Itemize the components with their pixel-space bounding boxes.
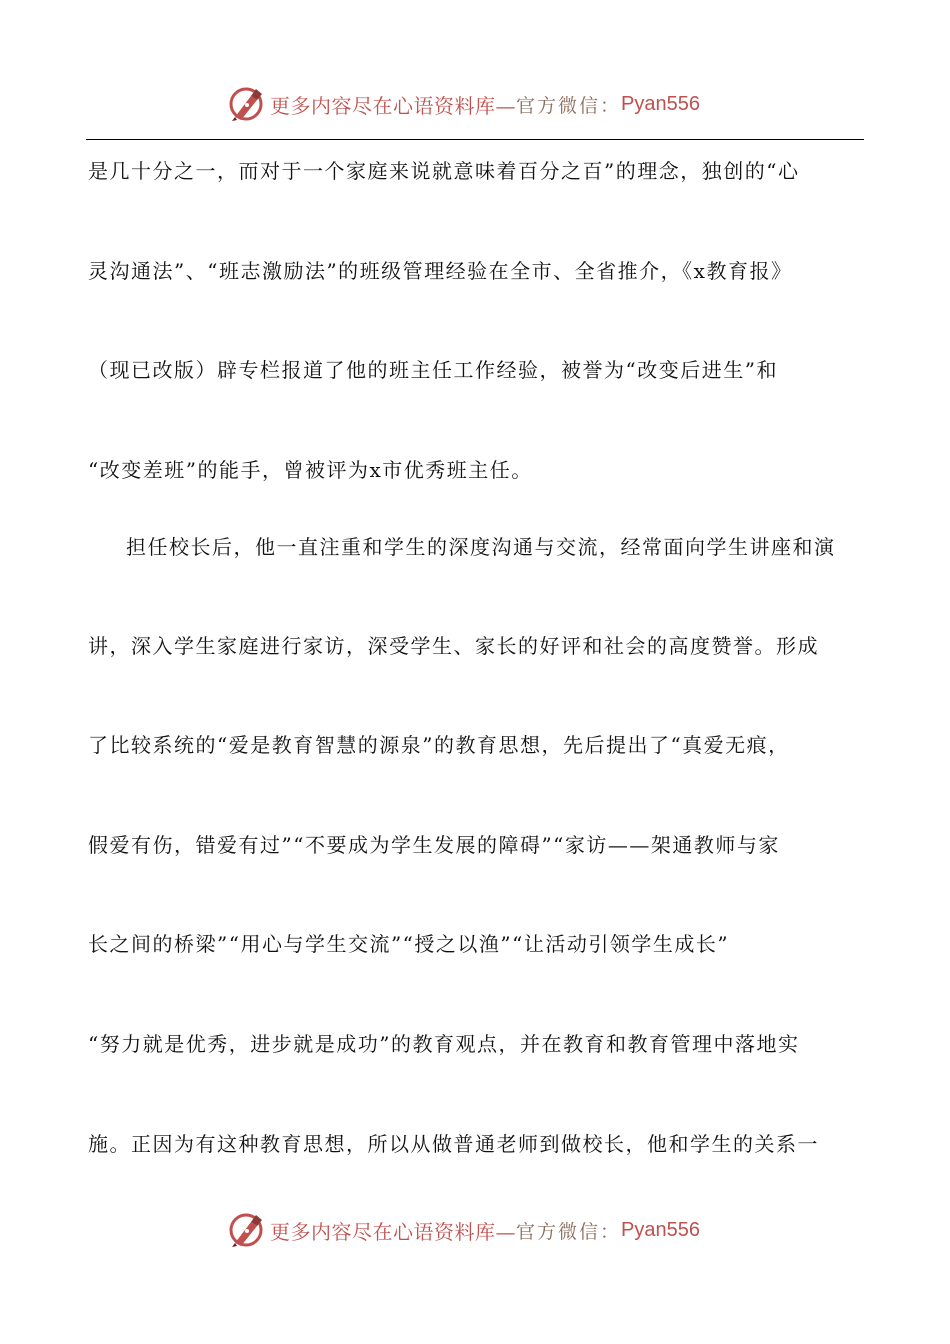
footer-banner — [226, 1210, 700, 1250]
header-divider — [86, 139, 864, 140]
body-line: 了比较系统的“爱是教育智慧的源泉”的教育思想，先后提出了“真爱无痕， — [88, 733, 790, 757]
header-wechat-id: Pyan556 — [621, 92, 700, 115]
header-banner — [226, 84, 700, 124]
footer-wechat-label: 官方微信： — [516, 1220, 622, 1243]
paragraph-first-line: 担任校长后，他一直注重和学生的深度沟通与交流，经常面向学生讲座和演 — [126, 535, 836, 559]
footer-promo-text: 更多内容尽在心语资料库— — [270, 1219, 516, 1244]
header-wechat-label: 官方微信： — [516, 94, 622, 117]
body-line: 长之间的桥梁”“用心与学生交流”“授之以渔”“让活动引领学生成长” — [88, 932, 730, 956]
body-line: 是几十分之一，而对于一个家庭来说就意味着百分之百”的理念，独创的“心 — [88, 159, 800, 183]
pen-nib-logo-icon — [226, 1210, 266, 1250]
body-line: “改变差班”的能手，曾被评为x市优秀班主任。 — [88, 458, 533, 482]
body-line: （现已改版）辟专栏报道了他的班主任工作经验，被誉为“改变后进生”和 — [88, 358, 778, 382]
body-line: “努力就是优秀，进步就是成功”的教育观点，并在教育和教育管理中落地实 — [88, 1032, 800, 1056]
body-line: 灵沟通法”、“班志激励法”的班级管理经验在全市、全省推介，《x教育报》 — [88, 259, 793, 283]
body-line: 施。正因为有这种教育思想，所以从做普通老师到做校长，他和学生的关系一 — [88, 1132, 819, 1156]
body-line: 讲，深入学生家庭进行家访，深受学生、家长的好评和社会的高度赞誉。形成 — [88, 634, 819, 658]
header-promo-text: 更多内容尽在心语资料库— — [270, 93, 516, 118]
footer-wechat-id: Pyan556 — [621, 1218, 700, 1241]
pen-nib-logo-icon — [226, 84, 266, 124]
body-line: 假爱有伤，错爱有过”“不要成为学生发展的障碍”“家访——架通教师与家 — [88, 833, 780, 857]
